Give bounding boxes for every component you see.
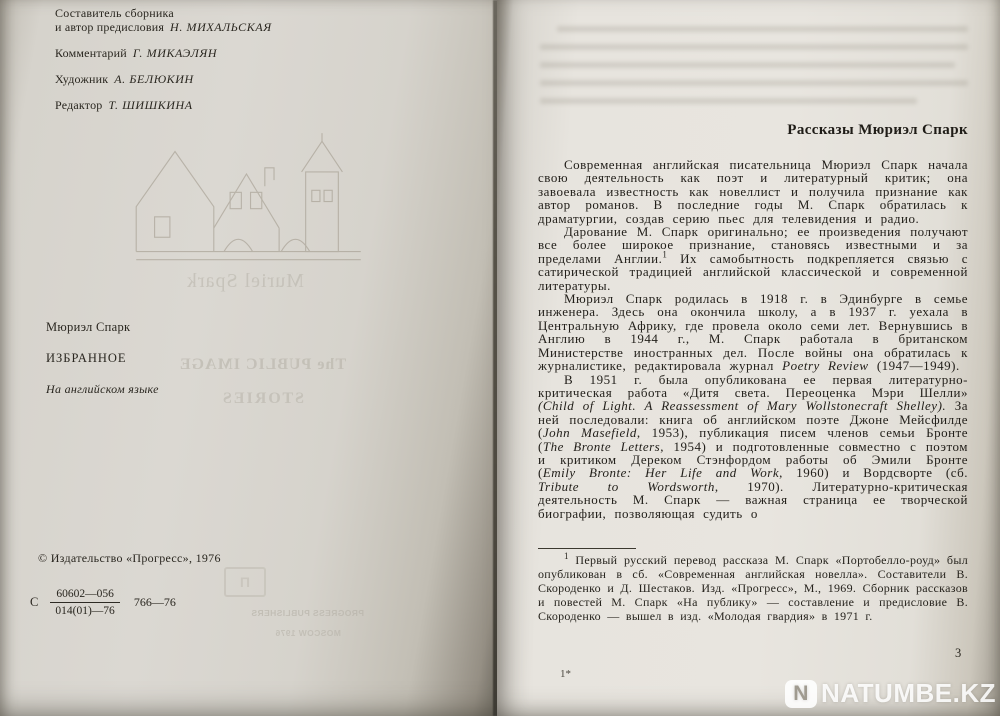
index-fraction <box>50 588 120 617</box>
page-number: 3 <box>955 646 962 660</box>
left-page <box>0 0 497 716</box>
credit-artist <box>55 72 272 86</box>
credit-compiler-name: Н. МИХАЛЬСКАЯ <box>170 20 272 34</box>
credit-compiler-line1: Составитель сборника <box>55 6 174 20</box>
italic-emily-bronte: Emily Bronte: Her Life and Work <box>542 465 780 481</box>
italic-john-masefield: John Masefield <box>542 425 637 441</box>
paragraph-3-text: Мюриэл Спарк родилась в 1918 г. в Эдинбурге в семье инженера. Здесь она окончила школу, а в 1937 г. уехала в Центральную Африку, где провела около семи лет. Вернувшись в Англию в 1944 г., М. Спарк работала в британском Министерстве иностранных дел. После войны она обратилась к журналистике, редактировала журнал <box>538 291 968 374</box>
credit-commentary-label: Комментарий <box>55 46 127 60</box>
footnote-ref-1: 1 <box>662 249 668 260</box>
watermark-text: NATUMBE.KZ <box>821 678 996 708</box>
italic-child-of-light: (Child of Light. A Reassessment of Mary Wollstonecraft Shelley). <box>538 398 947 414</box>
credit-compiler-label: и автор предисловия <box>55 20 165 34</box>
book-index <box>30 588 221 617</box>
paragraph-3 <box>538 292 968 372</box>
paragraph-4-text-d: , 1954) и подготовленные совместно с поэтом и критиком Дереком Стэнфордом работы об Эмили Бронте ( <box>538 438 969 481</box>
index-denominator: 014(01)—76 <box>55 605 115 617</box>
credit-editor-name: Т. ШИШКИНА <box>108 98 193 112</box>
showthrough-title-line1: The PUBLIC IMAGE <box>178 356 347 373</box>
ghost-line <box>540 80 968 86</box>
copyright-line: © Издательство «Прогресс», 1976 <box>38 551 221 565</box>
ghost-line <box>557 26 968 32</box>
footnote-body: Первый русский перевод рассказа М. Спарк «Портобелло-роуд» был опубликован в сб. «Современная английская новелла». Составители В. Скороденко и Д. Шестаков. Изд. «Прогресс», М., 1969. Сборник рассказов и повестей М. Спарк «На публику» — составление и предисловие В. Скороденко — вышел в изд. «Молодая гвардия» в 1971 г. <box>538 553 968 623</box>
index-numerator: 60602—056 <box>50 588 120 603</box>
paragraph-2-text: Дарование М. Спарк оригинально; ее произведения получают все более широкое признание, становясь известными и за пределами Англии. <box>538 224 968 266</box>
italic-tribute-wordsworth: Tribute to Wordsworth <box>538 478 715 494</box>
showthrough-author: Muriel Spark <box>185 270 305 292</box>
credit-compiler <box>55 6 272 34</box>
publisher-logo-showthrough: П <box>224 567 266 597</box>
ghost-line <box>540 44 968 50</box>
imprint-block <box>30 551 221 617</box>
paragraph-4-text-c: , 1953), публикация писем членов семьи Бронте ( <box>538 425 968 454</box>
paragraph-3-text-cont: (1947—1949). <box>868 358 960 374</box>
index-code: 766—76 <box>133 595 176 609</box>
body-text <box>538 158 968 520</box>
title-block <box>46 320 159 397</box>
italic-bronte-letters: The Bronte Letters <box>542 438 661 454</box>
paragraph-2 <box>538 225 968 292</box>
showthrough-text-lines <box>540 26 968 116</box>
footnote-text <box>538 551 968 624</box>
paragraph-4-text-b: За ней последовали: книга об английском поэте Джоне Мейсфилде ( <box>538 398 968 441</box>
credit-editor-label: Редактор <box>55 98 103 112</box>
watermark <box>785 678 996 709</box>
paragraph-2-text-cont: Их самобытность подкрепляется связью с сатирической традицией английской классической и современной литературы. <box>538 250 968 293</box>
house-illustration-showthrough <box>126 130 371 270</box>
credit-artist-name: А. БЕЛЮКИН <box>114 72 194 86</box>
paragraph-4-text-f: , 1970). Литературно-критическая деятельность М. Спарк — важная страница ее творческой биографии, позволяющая судить о <box>538 478 969 521</box>
footnote-block <box>538 548 968 624</box>
paragraph-4-text-e: , 1960) и Вордсворте (сб. <box>779 465 968 481</box>
paragraph-1-text: Современная английская писательница Мюриэл Спарк начала свою деятельность как поэт и литературный критик; она завоевала известность как новеллист и получила признание как автор романов. В последние годы М. Спарк обратилась к драматургии, создав серию пьес для телевидения и радио. <box>538 157 968 226</box>
credits-block <box>55 6 272 124</box>
showthrough-city-year: MOSCOW 1976 <box>275 628 341 638</box>
footnote-marker: 1 <box>564 551 569 561</box>
book-author: Мюриэл Спарк <box>46 320 131 334</box>
ghost-line <box>540 98 917 104</box>
showthrough-publisher: PROGRESS PUBLISHERS <box>251 608 364 618</box>
ghost-line <box>540 62 955 68</box>
book-title: ИЗБРАННОЕ <box>46 351 127 365</box>
paragraph-4 <box>538 373 968 520</box>
credit-editor <box>55 98 272 112</box>
language-note: На английском языке <box>46 382 159 396</box>
paragraph-4-text: В 1951 г. была опубликована ее первая литературно-критическая работа «Дитя света. Переоценка Мэри Шелли» <box>538 371 968 400</box>
signature-mark: 1* <box>560 668 571 680</box>
index-letter: С <box>30 595 39 609</box>
footnote-rule <box>538 548 636 549</box>
showthrough-title-line2: STORIES <box>220 390 305 407</box>
credit-artist-label: Художник <box>55 72 109 86</box>
credit-commentary <box>55 46 272 60</box>
credit-commentary-name: Г. МИКАЭЛЯН <box>132 46 218 60</box>
paragraph-1 <box>538 158 968 225</box>
watermark-logo-icon: N <box>785 680 817 708</box>
chapter-heading: Рассказы Мюриэл Спарк <box>787 122 968 138</box>
italic-poetry-review: Poetry Review <box>782 358 869 374</box>
